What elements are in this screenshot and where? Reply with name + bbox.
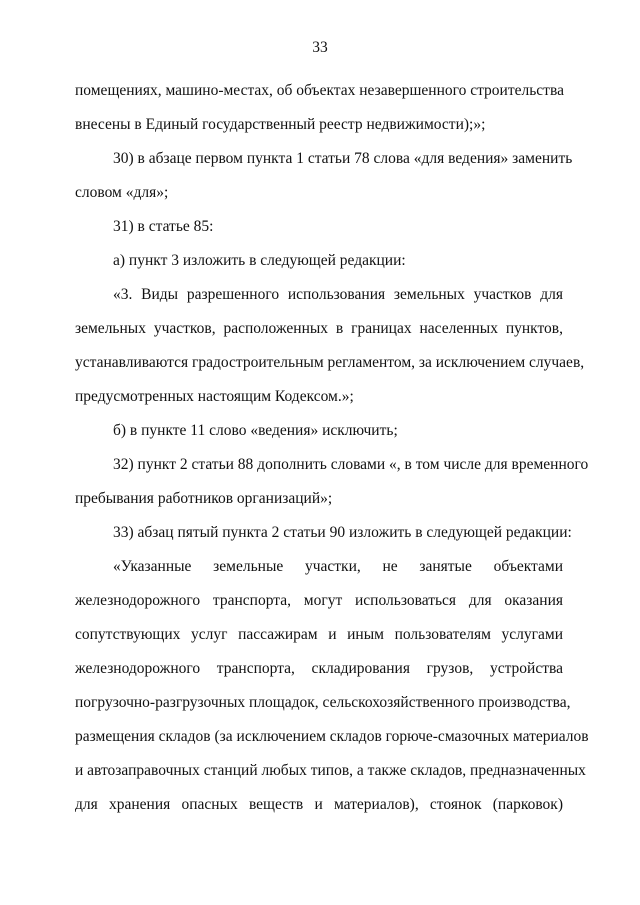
text-line: пребывания работников организаций»;: [75, 490, 333, 507]
text-line: помещениях, машино-местах, об объектах незавершенного строительства: [75, 82, 564, 99]
text-line: 30) в абзаце первом пункта 1 статьи 78 слова «для ведения» заменить: [113, 150, 573, 167]
text-line: 33) абзац пятый пункта 2 статьи 90 изложить в следующей редакции:: [113, 524, 572, 541]
text-line: земельных участков, расположенных в границах населенных пунктов,: [75, 320, 563, 337]
text-line: размещения складов (за исключением складов горюче-смазочных материалов: [75, 728, 589, 745]
text-line: «3. Виды разрешенного использования земельных участков для: [113, 286, 563, 303]
text-line: а) пункт 3 изложить в следующей редакции:: [113, 252, 406, 269]
text-line: железнодорожного транспорта, складирования грузов, устройства: [75, 660, 563, 677]
text-line: 32) пункт 2 статьи 88 дополнить словами «, в том числе для временного: [113, 456, 589, 473]
page-number: 33: [312, 39, 328, 56]
text-line: б) в пункте 11 слово «ведения» исключить;: [113, 422, 398, 439]
document-body: [75, 74, 589, 822]
text-line: 31) в статье 85:: [113, 218, 214, 235]
text-line: погрузочно-разгрузочных площадок, сельскохозяйственного производства,: [75, 694, 571, 711]
text-line: для хранения опасных веществ и материалов), стоянок (парковок): [75, 796, 563, 813]
text-line: внесены в Единый государственный реестр недвижимости);»;: [75, 116, 486, 133]
text-line: предусмотренных настоящим Кодексом.»;: [75, 388, 354, 405]
text-line: словом «для»;: [75, 184, 169, 201]
text-line: устанавливаются градостроительным регламентом, за исключением случаев,: [75, 354, 585, 371]
text-line: сопутствующих услуг пассажирам и иным пользователям услугами: [75, 626, 563, 643]
text-line: и автозаправочных станций любых типов, а также складов, предназначенных: [75, 762, 586, 779]
text-line: железнодорожного транспорта, могут использоваться для оказания: [75, 592, 563, 609]
text-line: «Указанные земельные участки, не занятые объектами: [113, 558, 563, 575]
